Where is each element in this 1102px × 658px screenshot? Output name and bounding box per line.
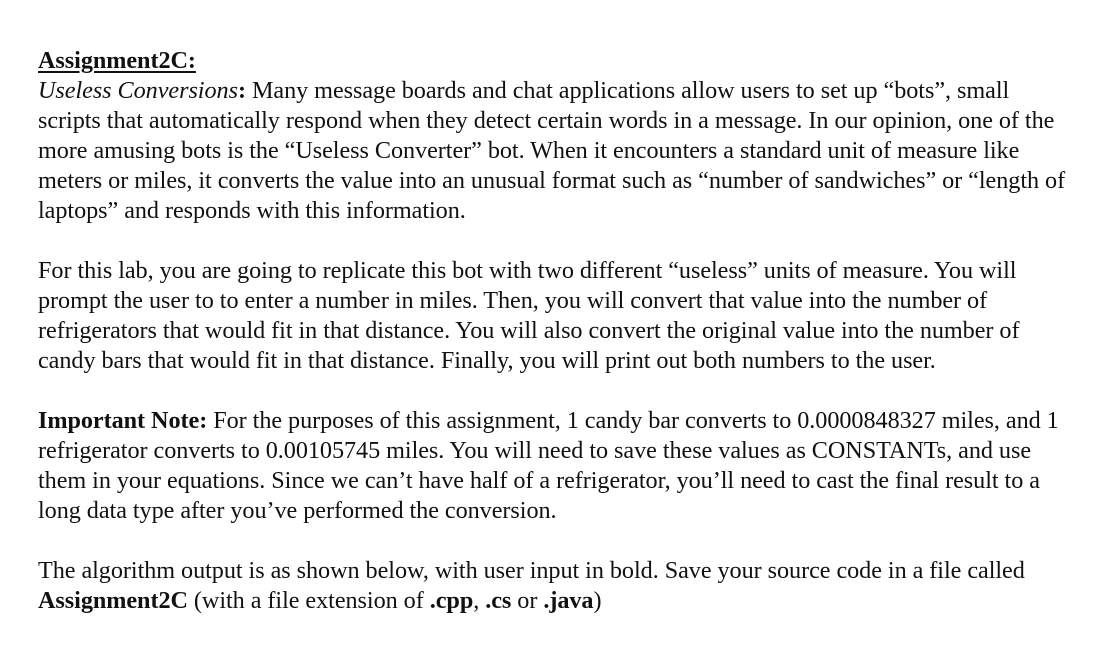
intro-title: Useless Conversions (38, 77, 238, 104)
paragraph-spacer (38, 526, 1068, 556)
assignment-heading: Assignment2C: (38, 47, 196, 74)
intro-title-colon: : (237, 77, 246, 104)
note-label: Important Note: (38, 407, 208, 434)
output-text-3: ) (593, 587, 602, 614)
output-text-1: The algorithm output is as shown below, with user input in bold. Save your source code in a file called (38, 557, 1025, 584)
paragraph-spacer (38, 226, 1068, 256)
paragraph-spacer (38, 376, 1068, 406)
ext-cpp: .cpp (429, 587, 474, 614)
ext-separator-1: , (473, 587, 486, 614)
ext-java: .java (543, 587, 594, 614)
assignment-document (38, 46, 1068, 616)
output-text-2: (with a file extension of (187, 587, 430, 614)
lab-paragraph: For this lab, you are going to replicate this bot with two different “useless” units of measure. You will prompt the user to to enter a number in miles. Then, you will convert that value into the number of refrigerators that would fit in that distance. You will also convert the original value into the number of candy bars that would fit in that distance. Finally, you will print out both numbers to the user. (38, 257, 1020, 374)
ext-cs: .cs (485, 587, 512, 614)
ext-separator-2: or (511, 587, 544, 614)
intro-paragraph (38, 76, 1068, 226)
intro-text: Many message boards and chat applications allow users to set up “bots”, small scripts that automatically respond when they detect certain words in a message. In our opinion, one of the more amusing bots is the “Useless Converter” bot. When it encounters a standard unit of measure like meters or miles, it converts the value into an unusual format such as “number of sandwiches” or “length of laptops” and responds with this information. (38, 77, 1066, 224)
output-filename: Assignment2C (38, 587, 188, 614)
note-paragraph (38, 406, 1068, 526)
note-text: For the purposes of this assignment, 1 candy bar converts to 0.0000848327 miles, and 1 refrigerator converts to 0.00105745 miles. You will need to save these values as CONSTANTs, and use them in your equations. Since we can’t have half of a refrigerator, you’ll need to cast the final result to a long data type after you’ve performed the conversion. (38, 407, 1059, 524)
output-paragraph (38, 556, 1068, 616)
